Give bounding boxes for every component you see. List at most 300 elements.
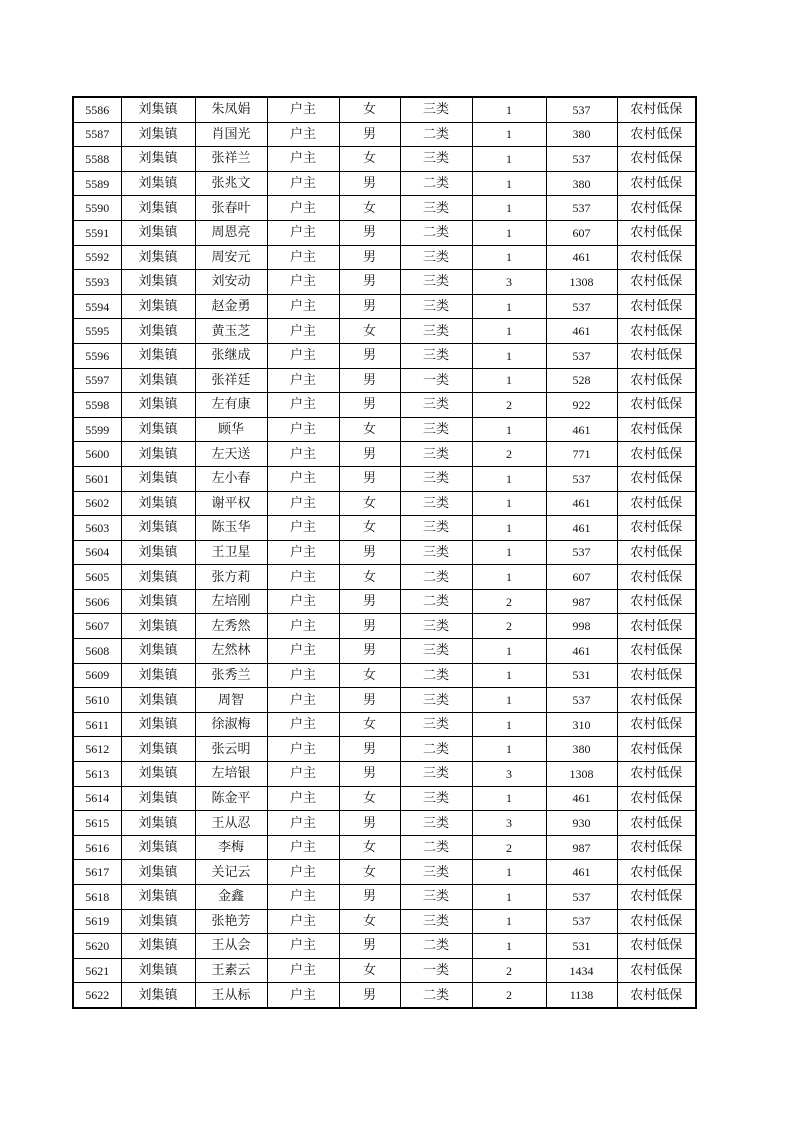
category-cell: 二类	[400, 122, 472, 147]
amount-cell: 607	[546, 565, 617, 590]
household-size-cell: 3	[472, 270, 546, 295]
amount-cell: 380	[546, 122, 617, 147]
town-cell: 刘集镇	[121, 540, 195, 565]
relation-cell: 户主	[267, 737, 339, 762]
category-cell: 三类	[400, 811, 472, 836]
table-row	[73, 97, 696, 122]
household-size-cell: 1	[472, 712, 546, 737]
table-row	[73, 122, 696, 147]
gender-cell: 女	[339, 147, 400, 172]
relation-cell: 户主	[267, 565, 339, 590]
relation-cell: 户主	[267, 934, 339, 959]
record-number: 5610	[73, 688, 121, 713]
gender-cell: 女	[339, 835, 400, 860]
gender-cell: 女	[339, 319, 400, 344]
amount-cell: 1138	[546, 983, 617, 1008]
category-cell: 三类	[400, 516, 472, 541]
amount-cell: 380	[546, 737, 617, 762]
relation-cell: 户主	[267, 958, 339, 983]
household-size-cell: 2	[472, 958, 546, 983]
relation-cell: 户主	[267, 245, 339, 270]
record-number: 5604	[73, 540, 121, 565]
table-row	[73, 147, 696, 172]
name-cell: 张祥兰	[195, 147, 267, 172]
relation-cell: 户主	[267, 368, 339, 393]
table-row	[73, 737, 696, 762]
category-cell: 三类	[400, 491, 472, 516]
program-cell: 农村低保	[617, 516, 696, 541]
program-cell: 农村低保	[617, 147, 696, 172]
category-cell: 二类	[400, 934, 472, 959]
program-cell: 农村低保	[617, 589, 696, 614]
household-size-cell: 1	[472, 688, 546, 713]
record-number: 5620	[73, 934, 121, 959]
record-number: 5600	[73, 442, 121, 467]
household-size-cell: 1	[472, 516, 546, 541]
amount-cell: 607	[546, 220, 617, 245]
relation-cell: 户主	[267, 171, 339, 196]
name-cell: 周智	[195, 688, 267, 713]
town-cell: 刘集镇	[121, 220, 195, 245]
table-row	[73, 491, 696, 516]
category-cell: 一类	[400, 958, 472, 983]
name-cell: 肖国光	[195, 122, 267, 147]
relation-cell: 户主	[267, 540, 339, 565]
name-cell: 赵金勇	[195, 294, 267, 319]
name-cell: 王从标	[195, 983, 267, 1008]
category-cell: 二类	[400, 983, 472, 1008]
amount-cell: 461	[546, 245, 617, 270]
household-size-cell: 3	[472, 762, 546, 787]
amount-cell: 537	[546, 688, 617, 713]
category-cell: 二类	[400, 171, 472, 196]
program-cell: 农村低保	[617, 319, 696, 344]
table-row	[73, 540, 696, 565]
relation-cell: 户主	[267, 122, 339, 147]
amount-cell: 537	[546, 466, 617, 491]
gender-cell: 男	[339, 589, 400, 614]
household-size-cell: 1	[472, 97, 546, 122]
name-cell: 周安元	[195, 245, 267, 270]
amount-cell: 987	[546, 589, 617, 614]
household-size-cell: 1	[472, 147, 546, 172]
table-row	[73, 934, 696, 959]
relation-cell: 户主	[267, 589, 339, 614]
name-cell: 谢平权	[195, 491, 267, 516]
relation-cell: 户主	[267, 466, 339, 491]
household-size-cell: 1	[472, 245, 546, 270]
table-row	[73, 245, 696, 270]
table-row	[73, 589, 696, 614]
relation-cell: 户主	[267, 762, 339, 787]
gender-cell: 男	[339, 171, 400, 196]
record-number: 5605	[73, 565, 121, 590]
category-cell: 二类	[400, 565, 472, 590]
record-number: 5597	[73, 368, 121, 393]
table-row	[73, 762, 696, 787]
household-size-cell: 1	[472, 786, 546, 811]
relation-cell: 户主	[267, 860, 339, 885]
table-row	[73, 811, 696, 836]
household-size-cell: 1	[472, 860, 546, 885]
table-row	[73, 466, 696, 491]
town-cell: 刘集镇	[121, 885, 195, 910]
town-cell: 刘集镇	[121, 294, 195, 319]
name-cell: 张春叶	[195, 196, 267, 221]
name-cell: 陈金平	[195, 786, 267, 811]
gender-cell: 女	[339, 417, 400, 442]
relation-cell: 户主	[267, 516, 339, 541]
record-number: 5622	[73, 983, 121, 1008]
program-cell: 农村低保	[617, 958, 696, 983]
town-cell: 刘集镇	[121, 147, 195, 172]
town-cell: 刘集镇	[121, 565, 195, 590]
record-number: 5593	[73, 270, 121, 295]
relation-cell: 户主	[267, 417, 339, 442]
household-size-cell: 2	[472, 614, 546, 639]
assistance-roster-table	[72, 96, 697, 1009]
gender-cell: 男	[339, 393, 400, 418]
table-row	[73, 909, 696, 934]
record-number: 5613	[73, 762, 121, 787]
town-cell: 刘集镇	[121, 491, 195, 516]
gender-cell: 男	[339, 639, 400, 664]
household-size-cell: 1	[472, 540, 546, 565]
gender-cell: 男	[339, 688, 400, 713]
table-row	[73, 171, 696, 196]
category-cell: 三类	[400, 860, 472, 885]
table-row	[73, 835, 696, 860]
category-cell: 三类	[400, 786, 472, 811]
program-cell: 农村低保	[617, 688, 696, 713]
gender-cell: 女	[339, 712, 400, 737]
gender-cell: 男	[339, 466, 400, 491]
amount-cell: 461	[546, 417, 617, 442]
category-cell: 三类	[400, 466, 472, 491]
program-cell: 农村低保	[617, 368, 696, 393]
relation-cell: 户主	[267, 270, 339, 295]
program-cell: 农村低保	[617, 540, 696, 565]
household-size-cell: 1	[472, 885, 546, 910]
relation-cell: 户主	[267, 885, 339, 910]
name-cell: 张兆文	[195, 171, 267, 196]
name-cell: 王卫星	[195, 540, 267, 565]
gender-cell: 男	[339, 442, 400, 467]
household-size-cell: 3	[472, 811, 546, 836]
town-cell: 刘集镇	[121, 171, 195, 196]
category-cell: 三类	[400, 688, 472, 713]
amount-cell: 537	[546, 147, 617, 172]
category-cell: 三类	[400, 147, 472, 172]
town-cell: 刘集镇	[121, 712, 195, 737]
gender-cell: 女	[339, 97, 400, 122]
household-size-cell: 2	[472, 589, 546, 614]
program-cell: 农村低保	[617, 762, 696, 787]
name-cell: 王从会	[195, 934, 267, 959]
gender-cell: 女	[339, 909, 400, 934]
amount-cell: 531	[546, 934, 617, 959]
program-cell: 农村低保	[617, 885, 696, 910]
table-row	[73, 885, 696, 910]
record-number: 5601	[73, 466, 121, 491]
town-cell: 刘集镇	[121, 909, 195, 934]
name-cell: 张云明	[195, 737, 267, 762]
town-cell: 刘集镇	[121, 245, 195, 270]
record-number: 5615	[73, 811, 121, 836]
record-number: 5596	[73, 343, 121, 368]
category-cell: 三类	[400, 762, 472, 787]
program-cell: 农村低保	[617, 220, 696, 245]
household-size-cell: 1	[472, 368, 546, 393]
category-cell: 二类	[400, 737, 472, 762]
town-cell: 刘集镇	[121, 270, 195, 295]
amount-cell: 537	[546, 343, 617, 368]
record-number: 5595	[73, 319, 121, 344]
category-cell: 二类	[400, 589, 472, 614]
relation-cell: 户主	[267, 343, 339, 368]
program-cell: 农村低保	[617, 466, 696, 491]
name-cell: 张艳芳	[195, 909, 267, 934]
household-size-cell: 1	[472, 466, 546, 491]
name-cell: 李梅	[195, 835, 267, 860]
household-size-cell: 2	[472, 393, 546, 418]
program-cell: 农村低保	[617, 860, 696, 885]
category-cell: 三类	[400, 196, 472, 221]
amount-cell: 380	[546, 171, 617, 196]
record-number: 5590	[73, 196, 121, 221]
amount-cell: 1308	[546, 270, 617, 295]
relation-cell: 户主	[267, 614, 339, 639]
town-cell: 刘集镇	[121, 319, 195, 344]
category-cell: 三类	[400, 393, 472, 418]
gender-cell: 女	[339, 565, 400, 590]
amount-cell: 1434	[546, 958, 617, 983]
name-cell: 顾华	[195, 417, 267, 442]
relation-cell: 户主	[267, 811, 339, 836]
gender-cell: 女	[339, 516, 400, 541]
name-cell: 关记云	[195, 860, 267, 885]
name-cell: 张方莉	[195, 565, 267, 590]
gender-cell: 男	[339, 934, 400, 959]
relation-cell: 户主	[267, 835, 339, 860]
town-cell: 刘集镇	[121, 589, 195, 614]
record-number: 5607	[73, 614, 121, 639]
gender-cell: 男	[339, 220, 400, 245]
town-cell: 刘集镇	[121, 393, 195, 418]
record-number: 5621	[73, 958, 121, 983]
town-cell: 刘集镇	[121, 737, 195, 762]
household-size-cell: 1	[472, 196, 546, 221]
household-size-cell: 1	[472, 639, 546, 664]
town-cell: 刘集镇	[121, 934, 195, 959]
program-cell: 农村低保	[617, 639, 696, 664]
category-cell: 三类	[400, 245, 472, 270]
name-cell: 王素云	[195, 958, 267, 983]
gender-cell: 女	[339, 786, 400, 811]
name-cell: 徐淑梅	[195, 712, 267, 737]
relation-cell: 户主	[267, 786, 339, 811]
name-cell: 张继成	[195, 343, 267, 368]
category-cell: 三类	[400, 343, 472, 368]
name-cell: 左培银	[195, 762, 267, 787]
program-cell: 农村低保	[617, 934, 696, 959]
gender-cell: 女	[339, 196, 400, 221]
roster-body	[73, 97, 696, 1008]
table-row	[73, 688, 696, 713]
table-row	[73, 343, 696, 368]
name-cell: 金鑫	[195, 885, 267, 910]
household-size-cell: 1	[472, 171, 546, 196]
category-cell: 三类	[400, 270, 472, 295]
household-size-cell: 1	[472, 294, 546, 319]
town-cell: 刘集镇	[121, 343, 195, 368]
record-number: 5617	[73, 860, 121, 885]
town-cell: 刘集镇	[121, 516, 195, 541]
record-number: 5591	[73, 220, 121, 245]
program-cell: 农村低保	[617, 565, 696, 590]
name-cell: 刘安动	[195, 270, 267, 295]
program-cell: 农村低保	[617, 786, 696, 811]
gender-cell: 男	[339, 811, 400, 836]
gender-cell: 女	[339, 958, 400, 983]
amount-cell: 1308	[546, 762, 617, 787]
program-cell: 农村低保	[617, 122, 696, 147]
program-cell: 农村低保	[617, 442, 696, 467]
town-cell: 刘集镇	[121, 417, 195, 442]
town-cell: 刘集镇	[121, 811, 195, 836]
table-row	[73, 417, 696, 442]
household-size-cell: 1	[472, 934, 546, 959]
household-size-cell: 1	[472, 343, 546, 368]
amount-cell: 537	[546, 196, 617, 221]
gender-cell: 男	[339, 885, 400, 910]
program-cell: 农村低保	[617, 614, 696, 639]
relation-cell: 户主	[267, 639, 339, 664]
amount-cell: 922	[546, 393, 617, 418]
town-cell: 刘集镇	[121, 368, 195, 393]
table-row	[73, 270, 696, 295]
table-row	[73, 393, 696, 418]
table-row	[73, 712, 696, 737]
name-cell: 左小春	[195, 466, 267, 491]
table-row	[73, 786, 696, 811]
table-row	[73, 319, 696, 344]
table-row	[73, 983, 696, 1008]
town-cell: 刘集镇	[121, 639, 195, 664]
gender-cell: 男	[339, 294, 400, 319]
record-number: 5616	[73, 835, 121, 860]
name-cell: 陈玉华	[195, 516, 267, 541]
table-row	[73, 565, 696, 590]
town-cell: 刘集镇	[121, 442, 195, 467]
amount-cell: 537	[546, 885, 617, 910]
amount-cell: 537	[546, 294, 617, 319]
town-cell: 刘集镇	[121, 466, 195, 491]
household-size-cell: 1	[472, 122, 546, 147]
record-number: 5588	[73, 147, 121, 172]
town-cell: 刘集镇	[121, 958, 195, 983]
amount-cell: 998	[546, 614, 617, 639]
household-size-cell: 1	[472, 737, 546, 762]
town-cell: 刘集镇	[121, 860, 195, 885]
relation-cell: 户主	[267, 196, 339, 221]
table-row	[73, 196, 696, 221]
town-cell: 刘集镇	[121, 97, 195, 122]
record-number: 5587	[73, 122, 121, 147]
gender-cell: 男	[339, 540, 400, 565]
town-cell: 刘集镇	[121, 614, 195, 639]
record-number: 5608	[73, 639, 121, 664]
record-number: 5599	[73, 417, 121, 442]
household-size-cell: 2	[472, 835, 546, 860]
household-size-cell: 1	[472, 319, 546, 344]
amount-cell: 310	[546, 712, 617, 737]
table-row	[73, 860, 696, 885]
category-cell: 二类	[400, 835, 472, 860]
record-number: 5611	[73, 712, 121, 737]
name-cell: 张祥廷	[195, 368, 267, 393]
household-size-cell: 1	[472, 565, 546, 590]
table-row	[73, 663, 696, 688]
program-cell: 农村低保	[617, 835, 696, 860]
relation-cell: 户主	[267, 294, 339, 319]
program-cell: 农村低保	[617, 737, 696, 762]
program-cell: 农村低保	[617, 417, 696, 442]
category-cell: 三类	[400, 442, 472, 467]
record-number: 5586	[73, 97, 121, 122]
table-row	[73, 442, 696, 467]
gender-cell: 男	[339, 737, 400, 762]
relation-cell: 户主	[267, 663, 339, 688]
relation-cell: 户主	[267, 442, 339, 467]
category-cell: 三类	[400, 319, 472, 344]
record-number: 5594	[73, 294, 121, 319]
name-cell: 左秀然	[195, 614, 267, 639]
relation-cell: 户主	[267, 712, 339, 737]
household-size-cell: 1	[472, 417, 546, 442]
gender-cell: 男	[339, 762, 400, 787]
amount-cell: 461	[546, 639, 617, 664]
gender-cell: 男	[339, 614, 400, 639]
relation-cell: 户主	[267, 220, 339, 245]
name-cell: 左有康	[195, 393, 267, 418]
amount-cell: 537	[546, 97, 617, 122]
table-row	[73, 516, 696, 541]
town-cell: 刘集镇	[121, 196, 195, 221]
program-cell: 农村低保	[617, 270, 696, 295]
table-row	[73, 294, 696, 319]
category-cell: 三类	[400, 97, 472, 122]
program-cell: 农村低保	[617, 196, 696, 221]
amount-cell: 771	[546, 442, 617, 467]
record-number: 5603	[73, 516, 121, 541]
gender-cell: 男	[339, 122, 400, 147]
program-cell: 农村低保	[617, 491, 696, 516]
town-cell: 刘集镇	[121, 983, 195, 1008]
table-row	[73, 220, 696, 245]
name-cell: 张秀兰	[195, 663, 267, 688]
amount-cell: 461	[546, 491, 617, 516]
gender-cell: 男	[339, 368, 400, 393]
relation-cell: 户主	[267, 983, 339, 1008]
category-cell: 二类	[400, 220, 472, 245]
program-cell: 农村低保	[617, 712, 696, 737]
amount-cell: 537	[546, 540, 617, 565]
amount-cell: 461	[546, 786, 617, 811]
household-size-cell: 1	[472, 491, 546, 516]
gender-cell: 男	[339, 983, 400, 1008]
table-row	[73, 368, 696, 393]
